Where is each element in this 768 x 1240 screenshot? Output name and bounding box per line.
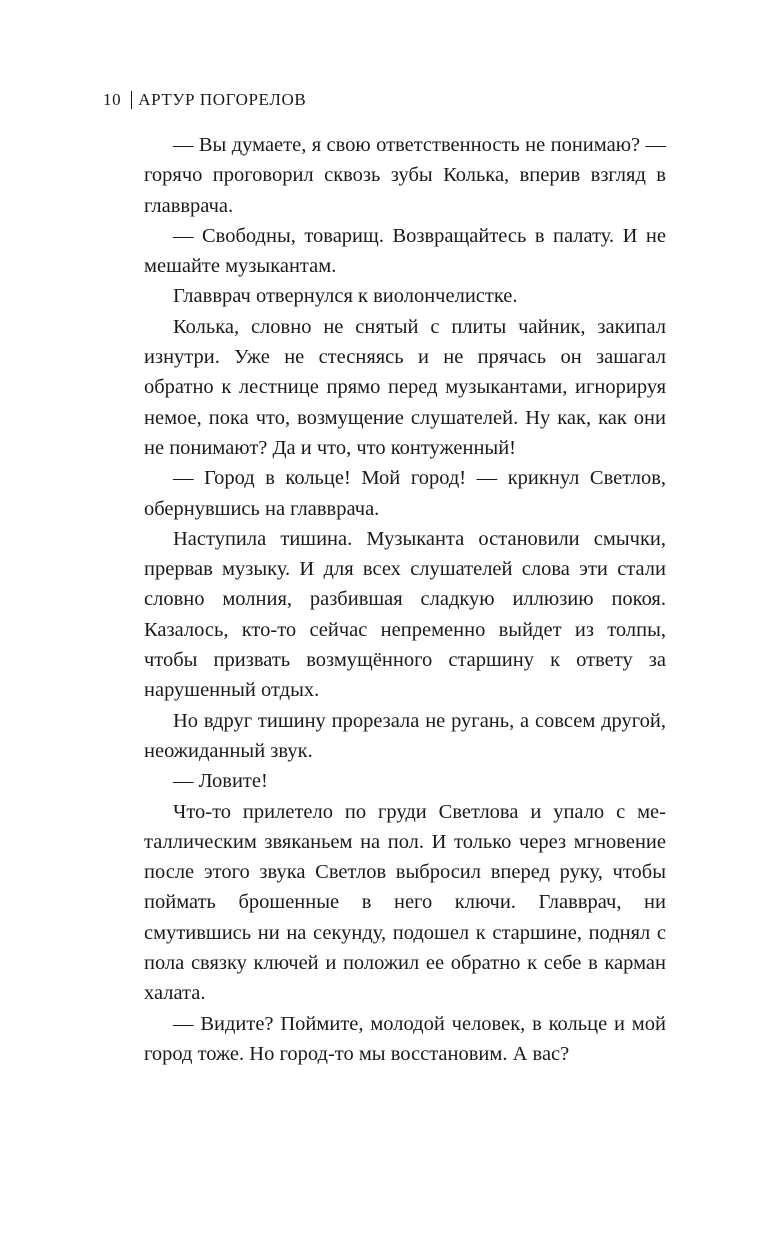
- paragraph: — Город в кольце! Мой город! — крикнул Светлов, обернувшись на главврача.: [144, 467, 666, 520]
- paragraph: Главврач отвернулся к виолончелистке.: [173, 285, 518, 308]
- paragraph: Наступила тишина. Музыканта остановили смычки, прервав музыку. И для всех слушателей слова эти стали словно молния, разбившая сладкую иллюзию покоя. Казалось, кто-то сейчас непременно выйдет из толпы, чтобы призвать возмущённого старшину к ответу за нарушенный отдых.: [144, 527, 666, 702]
- paragraph: — Видите? Поймите, молодой человек, в кольце и мой город тоже. Но город-то мы восстановим. А вас?: [144, 1012, 666, 1065]
- paragraph: Что-то прилетело по груди Светлова и упало с металлическим звяканьем на пол. И только через мгновение после этого звука Светлов выбросил вперед руку, чтобы поймать брошенные в него ключи. Главврач, ни смутившись ни на секунду, подошел к старшине, поднял с пола связку ключей и положил ее обратно к себе в карман халата.: [144, 800, 666, 1005]
- paragraph: — Ловите!: [173, 770, 268, 793]
- author-name: АРТУР ПОГОРЕЛОВ: [138, 90, 307, 109]
- body-text: [144, 130, 666, 1069]
- paragraph: Но вдруг тишину прорезала не ругань, а совсем другой, неожиданный звук.: [144, 709, 666, 762]
- header-separator: [131, 91, 132, 109]
- paragraph: — Свободны, товарищ. Возвращайтесь в палату. И не мешайте музыкантам.: [144, 224, 666, 278]
- paragraph: Колька, словно не снятый с плиты чайник, закипал изнутри. Уже не стесняясь и не прячась он зашагал обратно к лестнице прямо перед музыкантами, игнорируя немое, пока что, возмущение слушателей. Ну как, как они не понимают? Да и что, что контуженный!: [144, 315, 666, 459]
- page-number: 10: [103, 90, 122, 109]
- paragraph: — Вы думаете, я свою ответственность не понимаю? — горячо проговорил сквозь зубы Колька, вперив взгляд в главврача.: [144, 134, 666, 217]
- running-header: [103, 90, 306, 110]
